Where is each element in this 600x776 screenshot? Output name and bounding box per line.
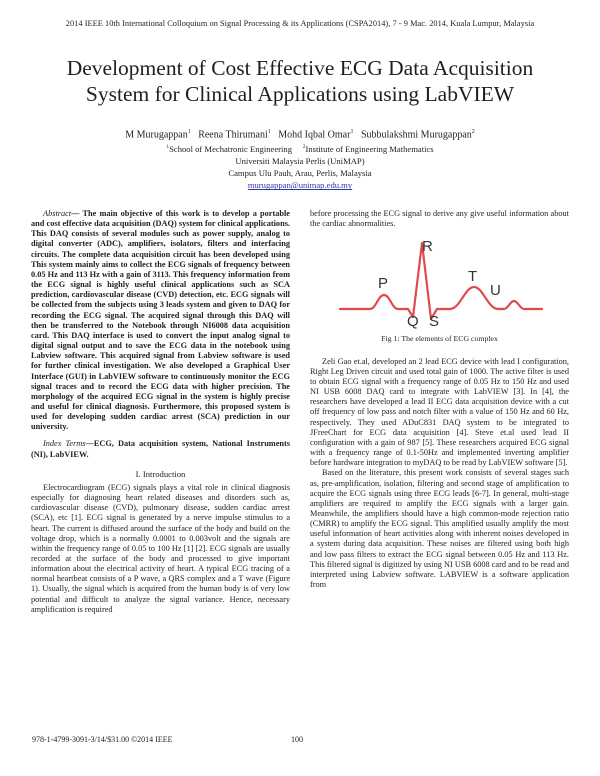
- ecg-complex-diagram: [310, 237, 569, 329]
- ecg-label-r: R: [422, 238, 433, 256]
- left-column: [31, 209, 290, 615]
- copyright-footer: 978-1-4799-3091-3/14/$31.00 ©2014 IEEE: [32, 735, 173, 744]
- index-terms: [31, 439, 290, 459]
- author-sup: 1: [187, 129, 191, 135]
- paragraph: Zeli Gao et.al, developed an 2 lead ECG device with lead I configuration, Right Leg Driven circuit and used total gain of 1000. The active filter is used to obtain ECG signal with a frequency range of 0.05 Hz to 150 Hz and used NI USB 6008 DAQ card to integrate with LabVIEW [3]. In [4], the researchers have developed a lead II ECG data acquisition device with a cut off frequency of low pass and notch filter with a value of 150 Hz and 60 Hz, respectively. They used ADuC831 DAQ system to be integrated to JFreeChart for ECG data acquisition [4]. Steve et.al used lead II configuration with a gain of 987 [5]. These researchers acquired ECG signal with a frequency range of 0.1-50Hz and implemented inverting amplifier before hardware integration to myDAQ to be read by LabVIEW software [5].: [310, 356, 569, 468]
- title-line-2: System for Clinical Applications using LabVIEW: [85, 82, 515, 106]
- ecg-label-q: Q: [407, 313, 419, 330]
- abstract-text: — The main objective of this work is to develop a portable and cost effective data acquisition (DAQ) system for clinical applications. This DAQ consists of several modules such as power supply, analog to digital converter (ADC), amplifiers, isolators, filters and interfacing circuits. The complete data acquisition circuit has been developed using This system mainly aims to collect the ECG signals of frequency between 0.05 Hz and 113 Hz with a gain of 3113. This frequency information from the ECG signal is highly useful clinical applications such as SCA prediction, cardiovascular disease (CVD) detection, etc. ECG signals will be collected from the subjects using 3 leads system and given to DAQ for recording the ECG signal. The acquired signal through this DAQ will then be transferred to the Notebook through NI6008 data acquisition card. This DAQ interface is used to convert the input analog signal to digital signal output and to save the ECG data in the notebook using Labview software. This acquired signal from Labview software is used for further clinical investigation. We also developed a Graphical User Interface (GUI) in LabVIEW software to continuously monitor the ECG signal traces and to record the ECG data with higher precision. The morphology of the acquired ECG signal in the system is highly precise and useful for clinical diagnosis. Furthermore, this proposed system is used for developing sudden cardiac arrest (SCA) prediction in our university.: [31, 209, 290, 432]
- university: Universiti Malaysia Perlis (UniMAP): [235, 156, 365, 167]
- right-column: [310, 209, 569, 590]
- paper-title: [20, 55, 580, 107]
- affiliation-departments: [40, 141, 560, 155]
- index-terms-text: —ECG, Data acquisition system, National Instruments (NI), LabVIEW.: [31, 439, 291, 459]
- department-1: School of Mechatronic Engineering: [169, 143, 292, 154]
- author-name: Subbulakshmi Murugappan: [360, 129, 472, 141]
- index-terms-label: Index Terms: [43, 439, 86, 449]
- author-sup: 1: [267, 129, 271, 135]
- figure-caption: Fig 1: The elements of ECG complex: [381, 334, 498, 344]
- ecg-label-s: S: [429, 313, 440, 330]
- paragraph: Based on the literature, this present work consists of several stages such as, pre-amplification, isolation, filtering and second stage of amplification to acquire the ECG signals using three ECG leads [6-7]. In general, multi-stage amplifiers are required to amplify the ECG signals with a larger gain. Meanwhile, the amplifiers should have a high common-mode rejection ratio (CMRR) to amplify the ECG signal. This amplified usually amplify the most useful information of heart activities along with inherent noises developed in a system during data acquisition. These noises are filtered using both high and low pass filters to extract the ECG signal between 0.05 Hz and 113 Hz. This filtered signal is digitized by using NI USB 6008 card and to be read and interpreted using Labview software. LABVIEW is a software application from: [310, 468, 569, 590]
- affiliation-sup: 2: [302, 144, 306, 150]
- section-heading: I. Introduction: [135, 468, 186, 479]
- author-name: Reena Thirumani: [198, 129, 268, 141]
- ecg-label-u: U: [490, 282, 501, 300]
- ecg-label-p: P: [378, 275, 389, 293]
- ecg-figure: [310, 237, 569, 344]
- author-sup: 2: [471, 129, 475, 135]
- abstract-label: Abstract: [43, 209, 72, 218]
- conference-header: 2014 IEEE 10th International Colloquium on Signal Processing & its Applications (CSPA2014), 7 - 9 Mac. 2014, Kuala Lumpur, Malaysia: [65, 19, 535, 28]
- author-list: [40, 129, 560, 140]
- department-2: Institute of Engineering Mathematics: [305, 143, 434, 154]
- ecg-label-t: T: [468, 268, 478, 286]
- email-link[interactable]: murugappan@unimap.edu.my: [247, 180, 353, 191]
- address: Campus Ulu Pauh, Arau, Perlis, Malaysia: [228, 168, 372, 179]
- intro-paragraph: Electrocardiogram (ECG) signals plays a vital role in clinical diagnosis especially for diagnosing heart related diseases and disorders such as, cardiovascular disease (CVD), pulmonary disease, sudden cardiac arrest (SCA), etc [1]. ECG signal is generated by a nerve impulse stimulus to a heart. The current is diffused around the surface of the body and build on the voltage drop, which is a normally 0.0001 to 0.003volt and the signals are within the frequency range of 0.05 to 100 Hz [1] [2]. ECG signals are usually recorded at the surface of the body and processed to give important information about the electrical activity of heart. A typical ECG tracing of a normal heartbeat consists of a P wave, a QRS complex and a T wave (Figure 1). Usually, the signal which is acquired from the human body is of very low potential and difficult to analyze the signal variance. Hence, necessary amplification is required: [31, 482, 290, 614]
- paragraph: before processing the ECG signal to derive any give useful information about the cardiac abnormalities.: [310, 209, 569, 229]
- affiliation-block: [40, 141, 560, 192]
- page-number: 100: [291, 735, 303, 744]
- affiliation-sup: 1: [166, 144, 170, 150]
- author-name: Mohd Iqbal Omar: [278, 129, 351, 141]
- title-line-1: Development of Cost Effective ECG Data Acquisition: [66, 56, 534, 80]
- author-sup: 1: [350, 129, 354, 135]
- author-name: M Murugappan: [125, 129, 188, 141]
- ecg-trace: [340, 243, 542, 319]
- abstract: [31, 209, 290, 432]
